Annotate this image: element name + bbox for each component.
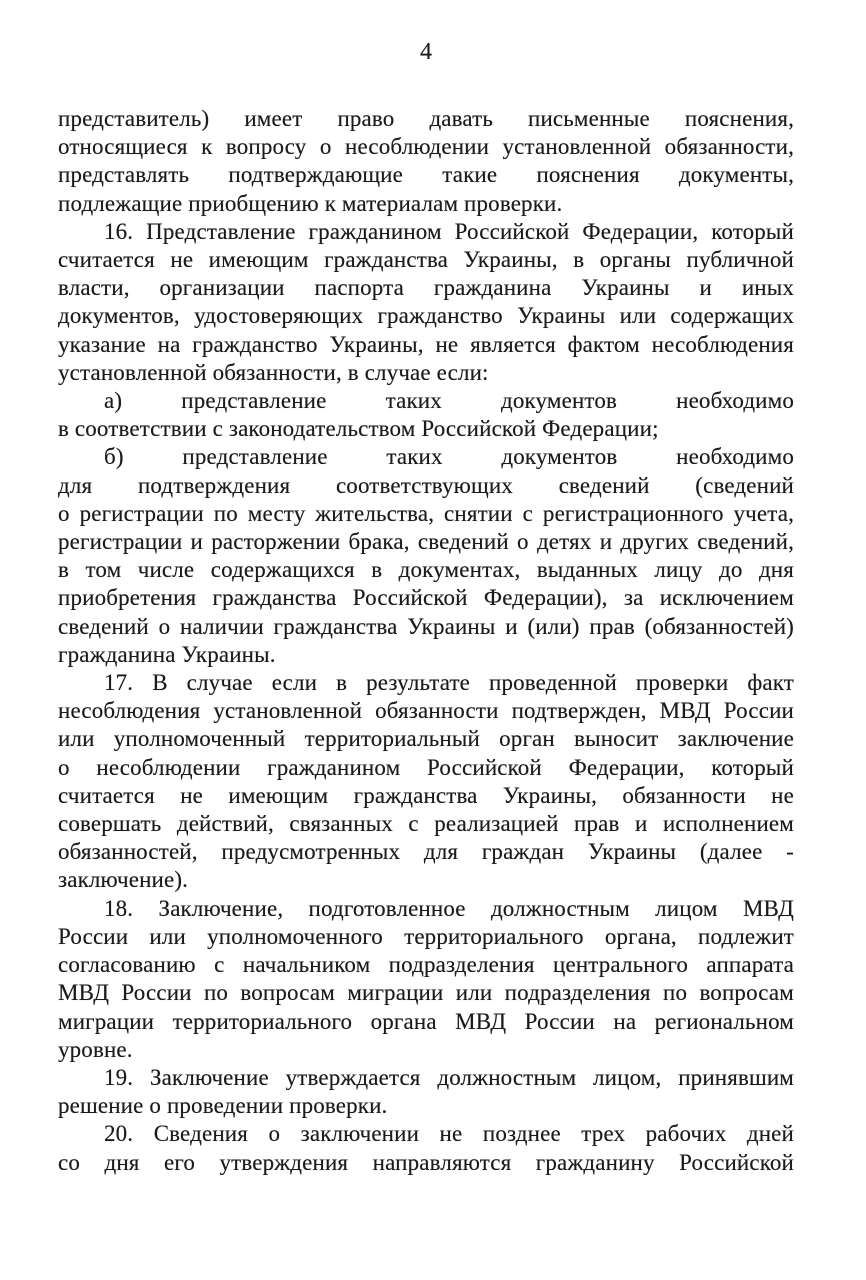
paragraph bbox=[58, 1120, 794, 1176]
text-line: считается не имеющим гражданства Украины, в органы публичной bbox=[58, 247, 794, 273]
text-line: 18. Заключение, подготовленное должностным лицом МВД bbox=[104, 895, 794, 921]
text-line: гражданина Украины. bbox=[58, 641, 276, 667]
paragraph bbox=[58, 387, 794, 443]
text-line: а) представление таких документов необходимо bbox=[104, 388, 794, 414]
text-line: регистрации и расторжении брака, сведений о детях и других сведений, bbox=[58, 529, 794, 555]
paragraph bbox=[58, 218, 794, 387]
text-line: приобретения гражданства Российской Федерации), за исключением bbox=[58, 585, 794, 611]
text-line: относящиеся к вопросу о несоблюдении установленной обязанности, bbox=[58, 134, 794, 160]
text-line: заключение). bbox=[58, 867, 189, 893]
document-text bbox=[58, 105, 794, 1177]
text-line: 20. Сведения о заключении не позднее трех рабочих дней bbox=[104, 1121, 794, 1147]
text-line: со дня его утверждения направляются гражданину Российской bbox=[58, 1149, 794, 1175]
text-line: в соответствии с законодательством Российской Федерации; bbox=[58, 416, 659, 442]
text-line: подлежащие приобщению к материалам проверки. bbox=[58, 190, 563, 216]
paragraph bbox=[58, 105, 794, 218]
text-line: б) представление таких документов необходимо bbox=[104, 444, 794, 470]
text-line: несоблюдения установленной обязанности подтвержден, МВД России bbox=[58, 698, 794, 724]
text-line: уровне. bbox=[58, 1036, 133, 1062]
text-line: документов, удостоверяющих гражданство Украины или содержащих bbox=[58, 303, 794, 329]
text-line: МВД России по вопросам миграции или подразделения по вопросам bbox=[58, 980, 794, 1006]
text-line: для подтверждения соответствующих сведений (сведений bbox=[58, 472, 794, 498]
text-line: 17. В случае если в результате проведенной проверки факт bbox=[104, 670, 794, 696]
paragraph bbox=[58, 443, 794, 669]
paragraph bbox=[58, 895, 794, 1064]
text-line: согласованию с начальником подразделения центрального аппарата bbox=[58, 952, 794, 978]
text-line: считается не имеющим гражданства Украины, обязанности не bbox=[58, 782, 794, 808]
text-line: представлять подтверждающие такие пояснения документы, bbox=[58, 162, 794, 188]
text-line: или уполномоченный территориальный орган выносит заключение bbox=[58, 726, 794, 752]
text-line: в том числе содержащихся в документах, выданных лицу до дня bbox=[58, 557, 794, 583]
text-line: совершать действий, связанных с реализацией прав и исполнением bbox=[58, 811, 794, 837]
text-line: указание на гражданство Украины, не является фактом несоблюдения bbox=[58, 331, 794, 357]
text-line: 19. Заключение утверждается должностным лицом, принявшим bbox=[104, 1064, 794, 1090]
text-line: представитель) имеет право давать письменные пояснения, bbox=[58, 106, 794, 131]
paragraph bbox=[58, 1064, 794, 1120]
text-line: России или уполномоченного территориального органа, подлежит bbox=[58, 923, 794, 949]
text-line: о регистрации по месту жительства, снятии с регистрационного учета, bbox=[58, 500, 794, 526]
page-number: 4 bbox=[420, 39, 432, 65]
text-line: власти, организации паспорта гражданина Украины и иных bbox=[58, 275, 794, 301]
paragraph bbox=[58, 669, 794, 895]
text-line: сведений о наличии гражданства Украины и (или) прав (обязанностей) bbox=[58, 613, 794, 639]
text-line: 16. Представление гражданином Российской Федерации, который bbox=[104, 218, 794, 244]
text-line: о несоблюдении гражданином Российской Федерации, который bbox=[58, 754, 794, 780]
text-line: решение о проведении проверки. bbox=[58, 1093, 388, 1119]
text-line: миграции территориального органа МВД России на региональном bbox=[58, 1008, 794, 1034]
text-line: обязанностей, предусмотренных для граждан Украины (далее - bbox=[58, 839, 794, 865]
text-line: установленной обязанности, в случае если: bbox=[58, 359, 489, 385]
